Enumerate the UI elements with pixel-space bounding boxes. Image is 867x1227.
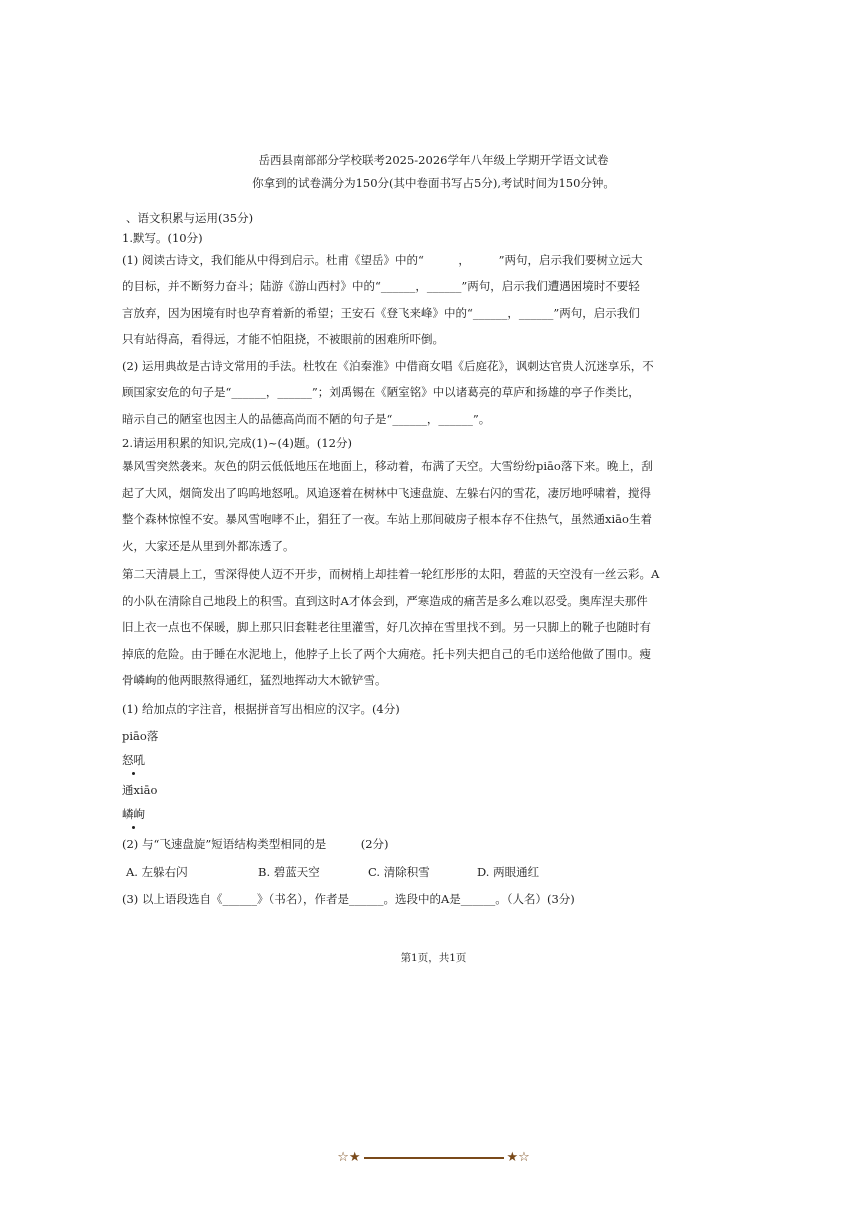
option-c: C. 清除积雪 bbox=[368, 865, 430, 879]
passage-p2-line-2: 的小队在清除自己地段上的积雪。直到这时A才体会到，严寒造成的痛苦是多么难以忍受。奥库涅夫那件 bbox=[122, 594, 648, 608]
section-heading: 、语文积累与运用(35分) bbox=[126, 211, 254, 225]
passage-p1-line-2: 起了大风，烟筒发出了呜呜地怒吼。风追逐着在树林中飞速盘旋、左躲右闪的雪花，凄厉地呼啸着，搅得 bbox=[122, 486, 651, 500]
q1-p1-line-2: 的目标，并不断努力奋斗；陆游《游山西村》中的“______，______”两句，启示我们遭遇困境时不要轻 bbox=[122, 279, 640, 293]
word-lin-xun bbox=[122, 806, 145, 822]
sub-question-2: (2) 与“飞速盘旋”短语结构类型相同的是 (2分) bbox=[122, 837, 389, 851]
passage-p1-line-1: 暴风雪突然袭来。灰色的阴云低低地压在地面上，移动着，布满了天空。大雪纷纷piāo落下来。晚上，刮 bbox=[122, 459, 653, 473]
word-tong-xiao: 通xiāo bbox=[122, 783, 158, 797]
q1-p1-line-1: (1) 阅读古诗文，我们能从中得到启示。杜甫《望岳》中的“ ， ”两句，启示我们要树立远大 bbox=[122, 253, 643, 267]
word-nu-hou bbox=[122, 752, 145, 768]
q1-p2-line-3: 暗示自己的陋室也因主人的品德高尚而不陋的句子是“______，______”。 bbox=[122, 412, 491, 426]
q1-p2-line-1: (2) 运用典故是古诗文常用的手法。杜牧在《泊秦淮》中借商女唱《后庭花》，讽刺达官贵人沉迷享乐，不 bbox=[122, 359, 654, 373]
page-number: 第1页，共1页 bbox=[400, 952, 467, 964]
passage-p2-line-4: 掉底的危险。由于睡在水泥地上，他脖子上长了两个大痈疮。托卡列夫把自己的毛巾送给他做了围巾。瘦 bbox=[122, 647, 651, 661]
passage-p2-line-5: 骨嶙峋的他两眼熬得通红，猛烈地挥动大木锨铲雪。 bbox=[122, 673, 387, 687]
passage-p1-line-3: 整个森林惊惶不安。暴风雪咆哮不止，猖狂了一夜。车站上那间破房子根本存不住热气，虽然通xiāo生着 bbox=[122, 512, 652, 526]
q1-p1-line-3: 言放弃，因为困境有时也孕育着新的希望；王安石《登飞来峰》中的“______，______”两句，启示我们 bbox=[122, 306, 640, 320]
passage-p1-line-4: 火，大家还是从里到外都冻透了。 bbox=[122, 539, 295, 553]
question-2-title: 2.请运用积累的知识,完成(1)~(4)题。(12分) bbox=[122, 436, 352, 450]
option-d: D. 两眼通红 bbox=[477, 865, 540, 879]
word-lin-xun-text: 嶙峋 bbox=[122, 807, 145, 821]
sub-question-1: (1) 给加点的字注音，根据拼音写出相应的汉字。(4分) bbox=[122, 702, 400, 716]
passage-p2-line-3: 旧上衣一点也不保暖，脚上那只旧套鞋老往里灌雪，好几次掉在雪里找不到。另一只脚上的靴子也随时有 bbox=[122, 620, 651, 634]
q1-p1-line-4: 只有站得高，看得远，才能不怕阻挠，不被眼前的困难所吓倒。 bbox=[122, 332, 444, 346]
passage-p2-line-1: 第二天清晨上工，雪深得使人迈不开步，而树梢上却挂着一轮红彤彤的太阳，碧蓝的天空没有一丝云彩。A bbox=[122, 567, 660, 581]
sub-question-3: (3) 以上语段选自《______》（书名），作者是______。选段中的A是______。（人名）(3分) bbox=[122, 892, 575, 906]
q1-p2-line-2: 顾国家安危的句子是“______，______”；刘禹锡在《陋室铭》中以诸葛亮的草庐和扬雄的亭子作类比， bbox=[122, 385, 640, 399]
divider-line bbox=[364, 1157, 504, 1159]
footer-decoration bbox=[0, 1150, 867, 1165]
option-b: B. 碧蓝天空 bbox=[258, 865, 320, 879]
option-a: A. 左躲右闪 bbox=[126, 865, 188, 879]
star-icon-right: ★☆ bbox=[506, 1150, 530, 1165]
exam-subtitle: 你拿到的试卷满分为150分(其中卷面书写占5分),考试时间为150分钟。 bbox=[252, 176, 615, 190]
question-1-title: 1.默写。(10分) bbox=[122, 231, 203, 245]
word-nu-hou-text: 怒吼 bbox=[122, 753, 145, 767]
word-piao-luo: piāo落 bbox=[122, 729, 159, 743]
exam-title: 岳西县南部部分学校联考2025-2026学年八年级上学期开学语文试卷 bbox=[258, 153, 609, 167]
star-icon-left: ☆★ bbox=[337, 1150, 361, 1165]
